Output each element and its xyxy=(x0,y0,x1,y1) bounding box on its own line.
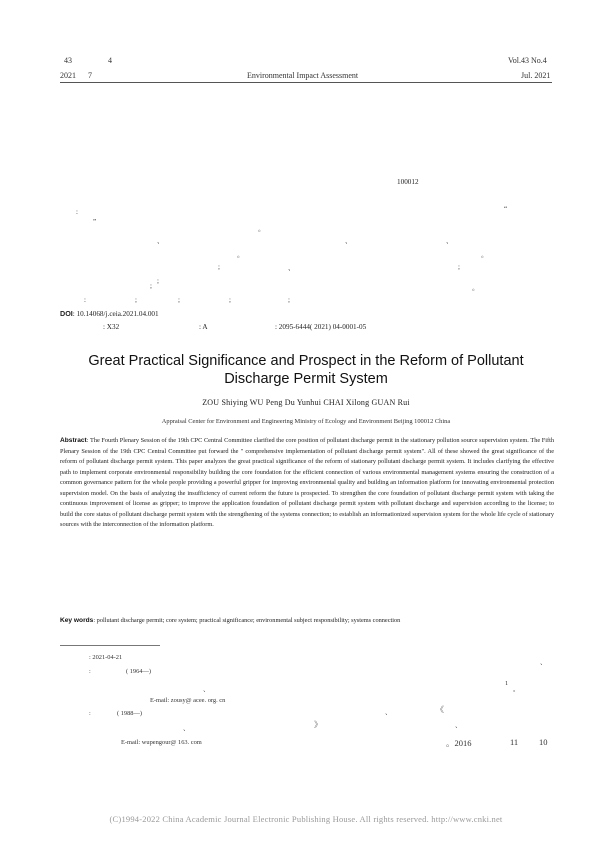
header-volume: 43 xyxy=(64,56,72,65)
footnote-sup-1: 1 xyxy=(505,680,509,687)
abstract-label: Abstract xyxy=(60,437,87,444)
cn-quote-close: ” xyxy=(93,218,97,226)
footnote-email-1: E-mail: zousy@ acee. org. cn xyxy=(150,697,226,704)
cn-period-2: 。 xyxy=(237,251,244,259)
cn-kw-semicolon-1: ; xyxy=(135,296,137,304)
footnote-book-close: 》 xyxy=(314,720,322,729)
footnote-cite-year: 。2016 xyxy=(446,738,472,748)
footnote-author2-year: ( 1988—) xyxy=(117,710,143,717)
affiliation-postcode: 100012 xyxy=(397,178,419,186)
header-month: 7 xyxy=(88,71,92,80)
footnote-dun-5: 、 xyxy=(455,722,462,729)
cn-dun-3: 、 xyxy=(446,237,453,245)
footnote-colon-2: : xyxy=(89,710,91,717)
footnote-colon-1: : xyxy=(89,668,91,675)
footnote-book-open: 《 xyxy=(436,705,444,714)
footnote-dun-3: 、 xyxy=(385,709,392,716)
cn-kw-semicolon-3: ; xyxy=(229,296,231,304)
footnote-dun-1: 、 xyxy=(540,659,547,666)
cn-quote-open: “ xyxy=(504,205,508,213)
title-en-line-1: Great Practical Significance and Prospect in the Reform of Pollutant xyxy=(88,353,524,369)
header-journal: Environmental Impact Assessment xyxy=(247,71,359,80)
article-id: : 2095-6444( 2021) 04-0001-05 xyxy=(275,323,367,331)
cn-dun-2: 、 xyxy=(345,237,352,245)
affiliation-en: Appraisal Center for Environment and Engineering Ministry of Ecology and Environment Beijing 100012 China xyxy=(161,418,451,425)
footnote-dun-2: 、 xyxy=(203,686,210,693)
document-code: : A xyxy=(199,323,208,331)
cn-dun-4: 、 xyxy=(288,264,295,272)
cn-kw-semicolon-4: ; xyxy=(288,296,290,304)
title-en xyxy=(60,352,552,388)
cn-semicolon-3: ; xyxy=(157,277,159,285)
title-en-line-2: Discharge Permit System xyxy=(224,371,388,387)
footnote-received: : 2021-04-21 xyxy=(89,654,123,661)
doi-label: DOI xyxy=(60,309,73,318)
abstract-en xyxy=(60,436,554,531)
copyright-footer: (C)1994-2022 China Academic Journal Electronic Publishing House. All rights reserved. http://www.cnki.net xyxy=(109,814,503,824)
cn-dun-1: 、 xyxy=(157,237,164,245)
abstract-text: : The Fourth Plenary Session of the 19th CPC Central Committee clarified the core position of pollutant discharge permit in the stationary pollution source supervision system. The Fifth Plenary Session of the 19th CPC Central Committee put forward the " comprehensive implementation of pollutant discharge permit system". All of these showed the great significance of the reform of pollutant discharge permit system. This paper analyzes the great practical significance of the reform of stationary pollutant discharge permit system. It includes clarifying the effective path to implement corporate environmental responsibility building the core foundation for the efficient connection of various environmental management systems ensuring the construction of a common governance pattern for the whole people providing a powerful gripper for improving environmental quality and building an information platform for innovating environmental protection supervision model. On the basis of analyzing the insufficiency of current reform the future is prospected. To strengthen the core foundation of pollutant discharge permit system with taking the continuous improvement of license as gripper; to improve the application foundation of pollutant discharge permit system with pollutant discharge and supervision according to the license; to build the core status of pollutant discharge permit system with the strengthening of the systems connection; to establish an informationized supervision system for the whole life cycle of stationary sources with the interconnection of the information platform. xyxy=(60,437,554,528)
cn-kw-semicolon-2: ; xyxy=(178,296,180,304)
footnote-dun-4: 、 xyxy=(183,725,190,732)
clc-number: : X32 xyxy=(103,323,120,331)
cn-keywords-colon: : xyxy=(84,296,86,304)
header-date-en: Jul. 2021 xyxy=(521,71,551,80)
footnote-email-2: E-mail: wupengour@ 163. com xyxy=(121,739,202,746)
header-rule xyxy=(60,82,552,83)
footnote-period-1: 。 xyxy=(513,686,520,693)
cn-period-4: 。 xyxy=(472,284,479,292)
cn-period-3: 。 xyxy=(481,251,488,259)
doi-line xyxy=(60,309,159,318)
cn-semicolon-1: ; xyxy=(218,263,220,271)
header-year: 2021 xyxy=(60,71,76,80)
keywords-en xyxy=(60,617,554,624)
footnote-cite-day: 10 xyxy=(539,737,548,747)
footnote-cite-month: 11 xyxy=(510,737,519,747)
authors-en: ZOU Shiying WU Peng Du Yunhui CHAI Xilong GUAN Rui xyxy=(202,398,410,407)
cn-semicolon-4: ; xyxy=(150,282,152,290)
cn-abstract-colon: : xyxy=(76,208,78,216)
header-vol-en: Vol.43 No.4 xyxy=(508,56,547,65)
footnote-author1-year: ( 1964—) xyxy=(126,668,152,675)
cn-period-1: 。 xyxy=(258,225,265,233)
footnote-rule xyxy=(60,645,160,646)
cn-semicolon-2: ; xyxy=(458,263,460,271)
header-issue: 4 xyxy=(108,56,112,65)
doi-value: : 10.14068/j.ceia.2021.04.001 xyxy=(72,310,159,318)
keywords-text: : pollutant discharge permit; core system; practical significance; environmental subject responsibility; systems connection xyxy=(93,617,401,624)
keywords-label: Key words xyxy=(60,617,94,624)
